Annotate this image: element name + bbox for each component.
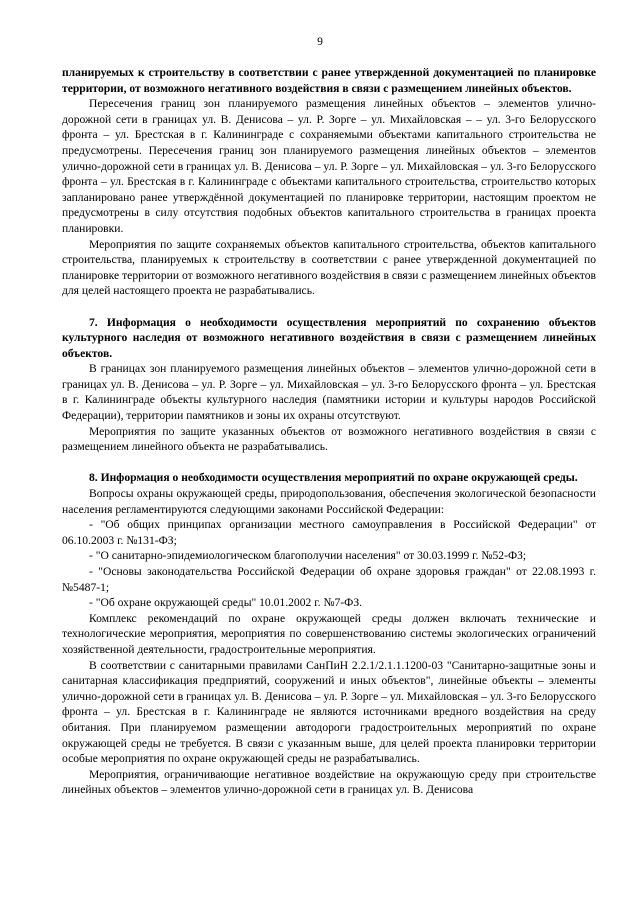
page-content bbox=[62, 65, 596, 798]
section8-paragraph-1: Вопросы охраны окружающей среды, природопользования, обеспечения экологической безопасности населения регламентируются следующими законами Российской Федерации: bbox=[62, 487, 596, 516]
spacer bbox=[62, 455, 596, 471]
section7-paragraph-1: В границах зон планируемого размещения линейных объектов – элементов улично-дорожной сети в границах ул. В. Денисова – ул. Р. Зорге – ул. Михайловская – ул. 3-го Белорусского фронта – ул. Брестская в г. Калининграде объекты культурного наследия (памятники истории и культуры народов Российской Федерации), территории памятников и зоны их охраны отсутствуют. bbox=[62, 362, 596, 423]
top-bold-text: планируемых к строительству в соответствии с ранее утвержденной документацией по планировке территории, от возможного негативного воздействия в связи с размещением линейных объектов. bbox=[62, 66, 596, 95]
page-number: 9 bbox=[317, 35, 323, 48]
section8-paragraph-3: В соответствии с санитарными правилами СанПиН 2.2.1/2.1.1.1200-03 "Санитарно-защитные зоны и санитарная классификация предприятий, сооружений и иных объектов", линейные объекты – элементы улично-дорожной сети в границах ул. В. Денисова – ул. Р. Зорге – ул. Михайловская – ул. 3-го Белорусского фронта – ул. Брестская в г. Калининграде не являются источниками вредного воздействия на среду обитания. При планируемом размещении автодороги градостроительных мероприятий по охране окружающей среды не требуется. В связи с указанным выше, для целей проекта планировки территории особые мероприятия по охране окружающей среды не разрабатывались. bbox=[62, 658, 596, 766]
section8-heading: 8. Информация о необходимости осуществления мероприятий по охране окружающей среды. bbox=[89, 471, 578, 485]
law-item: - "О санитарно-эпидемиологическом благополучии населения" от 30.03.1999 г. №52-ФЗ; bbox=[89, 549, 527, 563]
section8-paragraph-2: Комплекс рекомендаций по охране окружающей среды должен включать технические и технологические мероприятия, мероприятия по совершенствованию системы экологических ограничений хозяйственной деятельности, градостроительные мероприятия. bbox=[62, 611, 596, 656]
section7-heading: 7. Информация о необходимости осуществления мероприятий по сохранению объектов культурного наследия от возможного негативного воздействия в связи с размещением линейных объектов. bbox=[62, 315, 596, 360]
law-item: - "Об охране окружающей среды" 10.01.2002 г. №7-ФЗ. bbox=[89, 596, 363, 610]
section7-paragraph-2: Мероприятия по защите указанных объектов от возможного негативного воздействия в связи с размещением линейного объекта не разрабатывались. bbox=[62, 424, 596, 454]
section8-paragraph-4: Мероприятия, ограничивающие негативное воздействие на окружающую среду при строительстве линейных объектов – элементов улично-дорожной сети в границах ул. В. Денисова bbox=[62, 767, 596, 797]
law-item: - "Основы законодательства Российской Федерации об охране здоровья граждан" от 22.08.1993 г. №5487-1; bbox=[62, 565, 596, 594]
law-item: - "Об общих принципах организации местного самоуправления в Российской Федерации" от 06.10.2003 г. №131-ФЗ; bbox=[62, 518, 596, 547]
section6-paragraph-2: Мероприятия по защите сохраняемых объектов капитального строительства, объектов капитального строительства, планируемых к строительству в соответствии с ранее утвержденной документацией по планировке территории от возможного негативного воздействия в связи с размещением линейных объектов для целей настоящего проекта не разрабатывались. bbox=[62, 237, 596, 298]
spacer bbox=[62, 299, 596, 315]
section6-paragraph-1: Пересечения границ зон планируемого размещения линейных объектов – элементов улично-дорожной сети в границах ул. В. Денисова – ул. Р. Зорге – ул. Михайловская – – ул. 3-го Белорусского фронта – ул. Брестская в г. Калининграде с сохраняемыми объектами капитального строительства не предусмотрены. Пересечения границ зон планируемого размещения линейных объектов – элементов улично-дорожной сети в границах ул. В. Денисова – ул. Р. Зорге – ул. Михайловская – ул. 3-го Белорусского фронта – ул. Брестская в г. Калининграде с объектами капитального строительства, строительство которых запланировано ранее утверждённой документацией по планировке территории, настоящим проектом не предусмотрены в силу отсутствия подобных объектов капитального строительства в границах проекта планировки. bbox=[62, 97, 596, 235]
